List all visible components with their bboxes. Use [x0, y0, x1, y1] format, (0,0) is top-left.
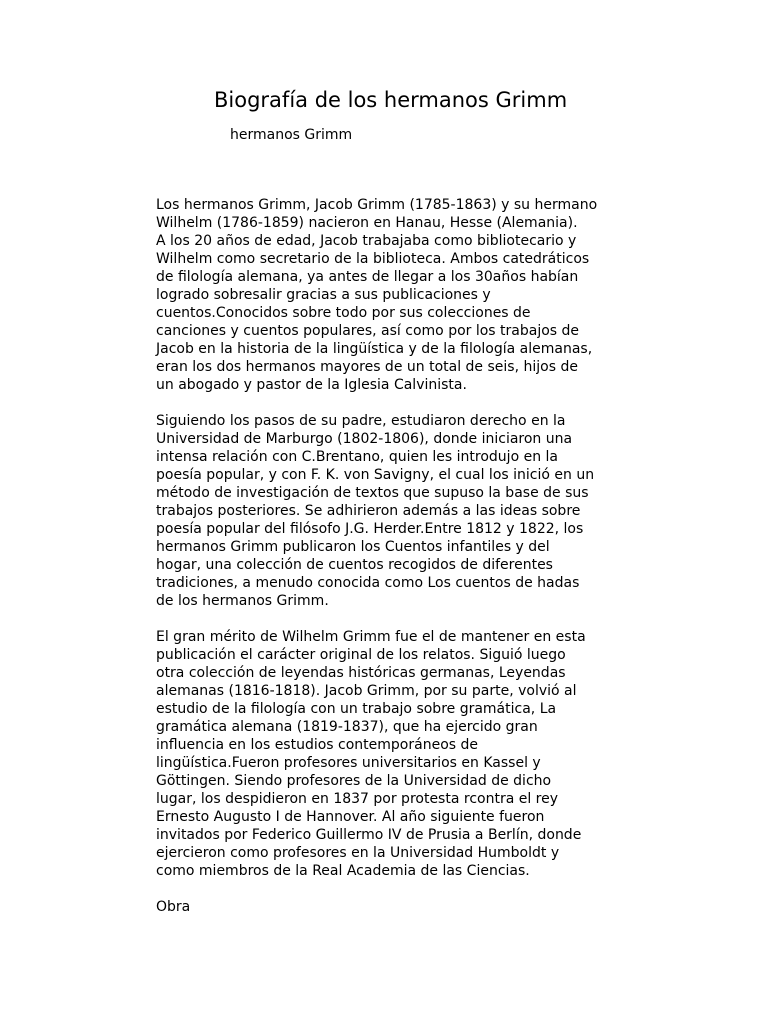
text-line: lingüística.Fueron profesores universitarios en Kassel y	[156, 755, 541, 771]
text-line: logrado sobresalir gracias a sus publicaciones y	[156, 287, 491, 303]
section-heading-obra	[156, 898, 676, 916]
text-line: tradiciones, a menudo conocida como Los cuentos de hadas	[156, 575, 580, 591]
text-line: Universidad de Marburgo (1802-1806), donde iniciaron una	[156, 431, 573, 447]
text-line: Siguiendo los pasos de su padre, estudiaron derecho en la	[156, 413, 566, 429]
text-line: estudio de la filología con un trabajo sobre gramática, La	[156, 701, 557, 717]
text-line: Ernesto Augusto I de Hannover. Al año siguiente fueron	[156, 809, 545, 825]
text-line: ejercieron como profesores en la Universidad Humboldt y	[156, 845, 560, 861]
text-line: Wilhelm (1786-1859) nacieron en Hanau, Hesse (Alemania).	[156, 215, 578, 231]
paragraph-3	[156, 628, 676, 880]
text-line: hogar, una colección de cuentos recogidos de diferentes	[156, 557, 553, 573]
text-line: hermanos Grimm publicaron los Cuentos infantiles y del	[156, 539, 550, 555]
text-line: de los hermanos Grimm.	[156, 593, 329, 609]
text-line: publicación el carácter original de los relatos. Siguió luego	[156, 647, 566, 663]
text-line: Los hermanos Grimm, Jacob Grimm (1785-1863) y su hermano	[156, 197, 598, 213]
text-line: A los 20 años de edad, Jacob trabajaba como bibliotecario y	[156, 233, 577, 249]
text-line: canciones y cuentos populares, así como por los trabajos de	[156, 323, 580, 339]
text-line: El gran mérito de Wilhelm Grimm fue el de mantener en esta	[156, 629, 586, 645]
text-line: poesía popular, y con F. K. von Savigny, el cual los inició en un	[156, 467, 595, 483]
text-line: invitados por Federico Guillermo IV de Prusia a Berlín, donde	[156, 827, 582, 843]
text-line: gramática alemana (1819-1837), que ha ejercido gran	[156, 719, 538, 735]
text-line: Obra	[156, 899, 191, 915]
text-line: poesía popular del filósofo J.G. Herder.Entre 1812 y 1822, los	[156, 521, 584, 537]
text-line: eran los dos hermanos mayores de un total de seis, hijos de	[156, 359, 578, 375]
paragraph-2	[156, 412, 676, 610]
text-line: alemanas (1816-1818). Jacob Grimm, por su parte, volvió al	[156, 683, 577, 699]
document-body	[156, 196, 676, 934]
text-line: otra colección de leyendas históricas germanas, Leyendas	[156, 665, 566, 681]
text-line: como miembros de la Real Academia de las Ciencias.	[156, 863, 530, 879]
text-line: Wilhelm como secretario de la biblioteca. Ambos catedráticos	[156, 251, 590, 267]
document-subtitle: hermanos Grimm	[230, 127, 353, 143]
text-line: Göttingen. Siendo profesores de la Universidad de dicho	[156, 773, 552, 789]
text-line: cuentos.Conocidos sobre todo por sus colecciones de	[156, 305, 531, 321]
text-line: método de investigación de textos que supuso la base de sus	[156, 485, 589, 501]
paragraph-1	[156, 196, 676, 394]
document-title: Biografía de los hermanos Grimm	[214, 88, 568, 112]
text-line: Jacob en la historia de la lingüística y de la filología alemanas,	[156, 341, 593, 357]
text-line: influencia en los estudios contemporáneos de	[156, 737, 479, 753]
text-line: de filología alemana, ya antes de llegar a los 30años habían	[156, 269, 579, 285]
text-line: intensa relación con C.Brentano, quien les introdujo en la	[156, 449, 558, 465]
text-line: trabajos posteriores. Se adhirieron además a las ideas sobre	[156, 503, 581, 519]
text-line: lugar, los despidieron en 1837 por protesta rcontra el rey	[156, 791, 559, 807]
text-line: un abogado y pastor de la Iglesia Calvinista.	[156, 377, 467, 393]
